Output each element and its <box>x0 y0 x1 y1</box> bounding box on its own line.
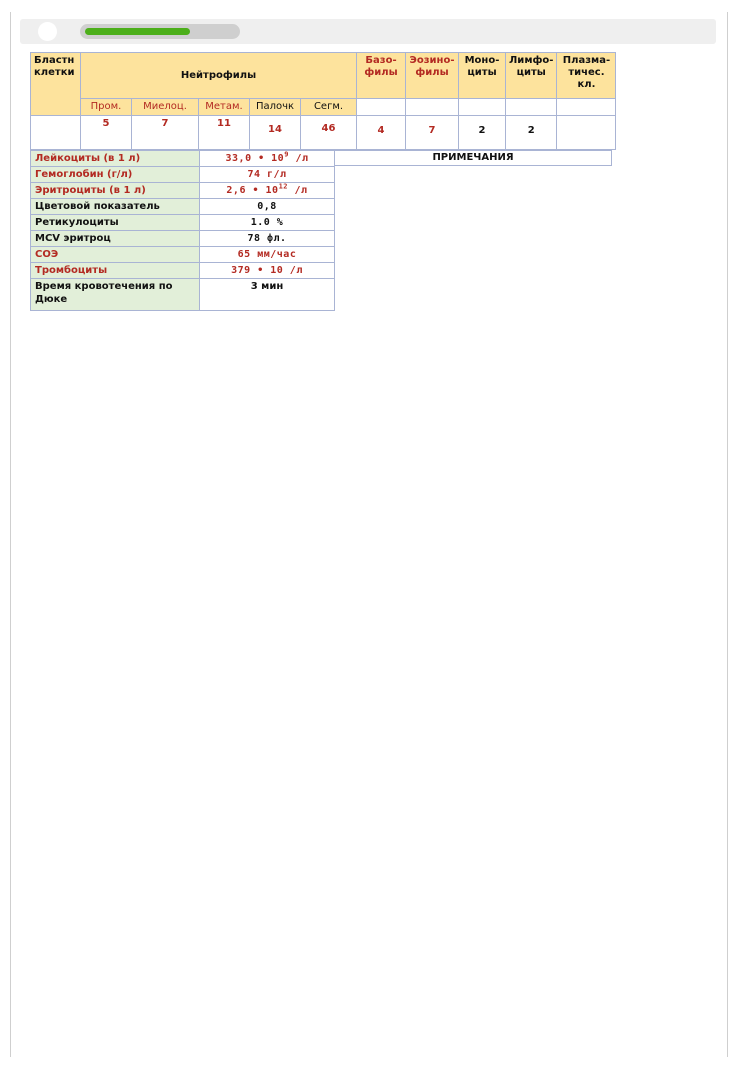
top-toolbar <box>20 19 716 44</box>
blank-cell <box>357 99 406 116</box>
hemoglobin-value: 74 г/л <box>200 167 335 183</box>
subheader-myeloc: Миелоц. <box>132 99 199 116</box>
leukocytes-label: Лейкоциты (в 1 л) <box>31 151 200 167</box>
subheader-metam: Метам. <box>199 99 250 116</box>
esr-value: 65 мм/час <box>200 247 335 263</box>
value-eosinophils: 7 <box>406 116 459 150</box>
lab-params-table <box>30 150 335 311</box>
header-neutrophils: Нейтрофилы <box>81 53 357 99</box>
value-plasma <box>557 116 616 150</box>
value-seg: 46 <box>301 116 357 150</box>
progress-bar <box>80 24 240 39</box>
bleeding-time-label: Время кровотечения по Дюке <box>31 279 200 311</box>
reticulocytes-label: Ретикулоциты <box>31 215 200 231</box>
subheader-prom: Пром. <box>81 99 132 116</box>
blood-count-table <box>30 52 616 150</box>
value-metam: 11 <box>199 116 250 150</box>
header-blast: Бластн клетки <box>31 53 81 116</box>
esr-label: СОЭ <box>31 247 200 263</box>
blank-cell <box>459 99 506 116</box>
bleeding-time-value: 3 мин <box>200 279 335 311</box>
value-blast <box>31 116 81 150</box>
header-lymphocytes: Лимфо-циты <box>506 53 557 99</box>
value-band: 14 <box>250 116 301 150</box>
blank-cell <box>557 99 616 116</box>
mcv-label: MCV эритроц <box>31 231 200 247</box>
platelets-value: 379 • 10 /л <box>200 263 335 279</box>
subheader-band: Палочк <box>250 99 301 116</box>
header-basophils: Базо-филы <box>357 53 406 99</box>
header-monocytes: Моно-циты <box>459 53 506 99</box>
erythrocytes-label: Эритроциты (в 1 л) <box>31 183 200 199</box>
value-basophils: 4 <box>357 116 406 150</box>
hemoglobin-label: Гемоглобин (г/л) <box>31 167 200 183</box>
value-monocytes: 2 <box>459 116 506 150</box>
subheader-seg: Сегм. <box>301 99 357 116</box>
erythrocytes-value: 2,6 • $10^{12}$ /л <box>200 183 335 199</box>
value-prom: 5 <box>81 116 132 150</box>
platelets-label: Тромбоциты <box>31 263 200 279</box>
color-index-value: 0,8 <box>200 199 335 215</box>
circle-icon[interactable] <box>38 22 57 41</box>
reticulocytes-value: 1.0 % <box>200 215 335 231</box>
value-myeloc: 7 <box>132 116 199 150</box>
blank-cell <box>506 99 557 116</box>
page-border-left <box>10 12 11 1057</box>
progress-bar-fill <box>85 28 190 35</box>
notes-header: ПРИМЕЧАНИЯ <box>334 150 612 166</box>
page-border-right <box>727 12 728 1057</box>
color-index-label: Цветовой показатель <box>31 199 200 215</box>
leukocytes-value: 33,0 • $10^9$ /л <box>200 151 335 167</box>
header-eosinophils: Эозино-филы <box>406 53 459 99</box>
mcv-value: 78 фл. <box>200 231 335 247</box>
value-lymphocytes: 2 <box>506 116 557 150</box>
header-plasma: Плазма-тичес. кл. <box>557 53 616 99</box>
blank-cell <box>406 99 459 116</box>
